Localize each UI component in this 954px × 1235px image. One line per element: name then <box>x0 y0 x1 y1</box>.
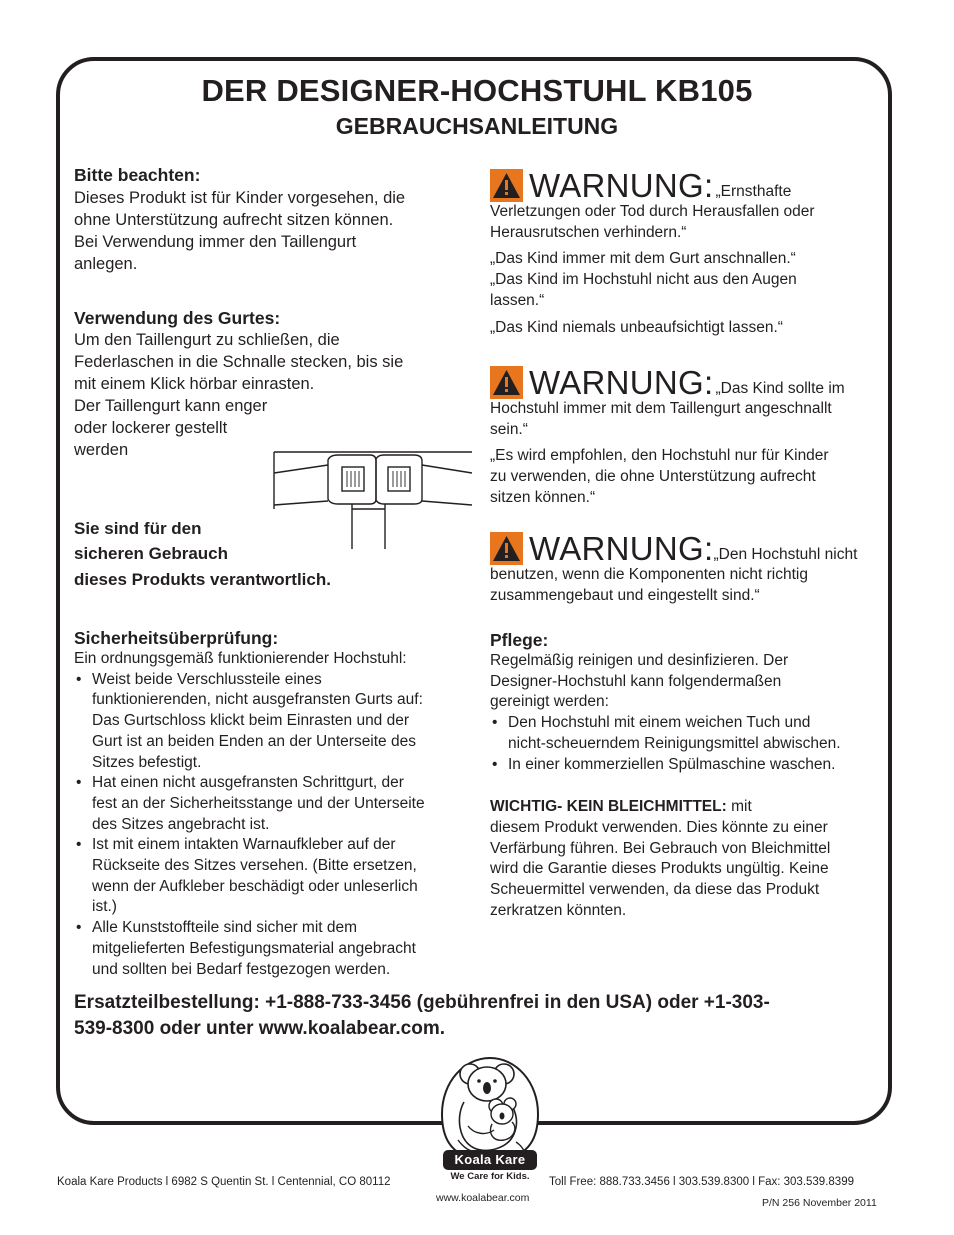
safety-section <box>74 628 474 980</box>
note-line: anlegen. <box>74 255 138 273</box>
care-line: Regelmäßig reinigen und desinfizieren. Der <box>490 652 789 669</box>
warning-text: „Das Kind sollte im <box>715 380 845 397</box>
bleach-label: WICHTIG- KEIN BLEICHMITTEL: <box>490 798 727 816</box>
order-line: Ersatzteilbestellung: +1-888-733-3456 (gebührenfrei in den USA) oder +1-303- <box>74 992 770 1013</box>
care-heading: Pflege: <box>490 630 549 650</box>
list-item-line: nicht-scheuerndem Reinigungsmittel abwischen. <box>508 734 841 752</box>
bleach-line: zerkratzen könnten. <box>490 901 627 919</box>
warning-word: WARNUNG: <box>529 364 714 401</box>
responsibility-line: sicheren Gebrauch <box>74 543 229 563</box>
belt-line: oder lockerer gestellt <box>74 419 228 437</box>
bleach-text: mit <box>726 798 752 816</box>
page-title: DER DESIGNER-HOCHSTUHL KB105 <box>201 73 753 108</box>
care-line: gereinigt werden: <box>490 693 609 711</box>
list-item <box>490 755 885 776</box>
safety-list <box>74 670 474 981</box>
care-list <box>490 713 885 775</box>
safety-heading: Sicherheitsüberprüfung: <box>74 628 279 648</box>
note-line: ohne Unterstützung aufrecht sitzen können. <box>74 211 394 229</box>
footer-contact: Toll Free: 888.733.3456 l 303.539.8300 l Fax: 303.539.8399 <box>549 1176 854 1188</box>
bleach-line: Verfärbung führen. Bei Gebrauch von Bleichmittel <box>490 839 831 857</box>
belt-line: werden <box>74 441 129 459</box>
list-item-line: Das Gurtschloss klickt beim Einrasten und der <box>92 712 410 730</box>
list-item <box>74 670 474 774</box>
warning-word: WARNUNG: <box>529 530 714 567</box>
bleach-warning <box>490 797 885 921</box>
belt-line: Federlaschen in die Schnalle stecken, bis sie <box>74 353 404 371</box>
warning-line: benutzen, wenn die Komponenten nicht richtig <box>490 566 808 583</box>
list-item <box>74 773 474 835</box>
warning-line: Verletzungen oder Tod durch Herausfallen oder <box>490 203 815 220</box>
responsibility-line: Sie sind für den <box>74 519 202 538</box>
warning-line: zu verwenden, die ohne Unterstützung aufrecht <box>490 468 816 486</box>
care-line: Designer-Hochstuhl kann folgendermaßen <box>490 672 782 690</box>
note-text <box>74 187 474 275</box>
logo-brand-name: Koala Kare <box>454 1152 526 1167</box>
list-item-line: Rückseite des Sitzes versehen. (Bitte ersetzen, <box>92 857 417 875</box>
warning-line: „Das Kind im Hochstuhl nicht aus den Augen <box>490 271 797 289</box>
care-intro <box>490 651 885 713</box>
list-item-line: mitgelieferten Befestigungsmaterial angebracht <box>92 939 416 957</box>
safety-intro: Ein ordnungsgemäß funktionierender Hochstuhl: <box>74 650 407 667</box>
note-line: Bei Verwendung immer den Taillengurt <box>74 233 357 251</box>
responsibility-note <box>74 517 494 593</box>
list-item-line: fest an der Sicherheitsstange und der Unterseite <box>92 794 425 812</box>
note-line: Dieses Produkt ist für Kinder vorgesehen, die <box>74 189 406 207</box>
list-item-line: • Weist beide Verschlussteile eines <box>92 670 322 688</box>
warning-icon <box>490 532 523 565</box>
warning-text: „Den Hochstuhl nicht <box>713 546 858 563</box>
warning-word: WARNUNG: <box>529 167 714 204</box>
list-item-line: wenn der Aufkleber beschädigt oder unleserlich <box>92 877 418 895</box>
belt-section <box>74 308 474 461</box>
page-subtitle: GEBRAUCHSANLEITUNG <box>335 113 619 139</box>
belt-line: Der Taillengurt kann enger <box>74 397 268 415</box>
list-item-line: • Ist mit einem intakten Warnaufkleber auf der <box>92 836 396 854</box>
warning-text <box>490 202 885 243</box>
belt-line: Um den Taillengurt zu schließen, die <box>74 331 340 349</box>
warning-block-1 <box>490 169 885 338</box>
warning-icon <box>490 169 523 202</box>
warning-line: sein.“ <box>490 420 528 438</box>
list-item-line: Gurt ist an beiden Enden an der Unterseite des <box>92 732 416 750</box>
care-section <box>490 630 885 921</box>
belt-heading: Verwendung des Gurtes: <box>74 308 281 328</box>
parts-order-info <box>74 990 874 1042</box>
warning-line: „Das Kind immer mit dem Gurt anschnallen.“ <box>490 250 796 268</box>
belt-line: mit einem Klick hörbar einrasten. <box>74 375 315 393</box>
warning-title-row <box>490 169 885 202</box>
warning-block-3 <box>490 532 885 606</box>
bleach-line: wird die Garantie dieses Produkts ungültig. Keine <box>490 860 829 878</box>
warning-icon <box>490 366 523 399</box>
warning-line: „Es wird empfohlen, den Hochstuhl nur für Kinder <box>490 447 829 465</box>
list-item <box>74 918 474 980</box>
warning-block-2 <box>490 366 885 509</box>
logo-tagline: We Care for Kids. <box>450 1171 530 1182</box>
bleach-first-line <box>490 797 885 818</box>
list-item-line: • In einer kommerziellen Spülmaschine waschen. <box>508 755 836 773</box>
koala-kare-logo <box>434 1056 546 1180</box>
warning-extra <box>490 318 885 339</box>
list-item-line: • Hat einen nicht ausgefransten Schrittgurt, der <box>92 774 404 792</box>
footer-website[interactable]: www.koalabear.com <box>436 1192 530 1204</box>
warning-extra <box>490 446 885 508</box>
order-line: 539-8300 oder unter www.koalabear.com. <box>74 1018 446 1039</box>
list-item-line: und sollten bei Bedarf festgezogen werden. <box>92 960 391 978</box>
warning-line: „Das Kind niemals unbeaufsichtigt lassen.“ <box>490 318 783 336</box>
list-item <box>74 835 474 918</box>
note-heading: Bitte beachten: <box>74 165 201 185</box>
warning-text <box>490 399 885 440</box>
warning-line: zusammengebaut und eingestellt sind.“ <box>490 586 760 604</box>
warning-text <box>490 565 885 606</box>
list-item <box>490 713 885 754</box>
note-section <box>74 165 474 275</box>
warning-extra <box>490 249 885 311</box>
belt-text <box>74 329 474 461</box>
responsibility-line: dieses Produkts verantwortlich. <box>74 570 331 589</box>
warning-line: lassen.“ <box>490 291 545 309</box>
warning-text: „Ernsthafte <box>715 183 792 200</box>
list-item-line: • Den Hochstuhl mit einem weichen Tuch und <box>508 714 811 732</box>
list-item-line: des Sitzes angebracht ist. <box>92 815 270 833</box>
warning-line: sitzen können.“ <box>490 488 596 506</box>
warning-line: Herausrutschen verhindern.“ <box>490 223 687 241</box>
bleach-line: diesem Produkt verwenden. Dies könnte zu einer <box>490 818 828 836</box>
part-number: P/N 256 November 2011 <box>762 1197 877 1209</box>
warning-title-row <box>490 532 885 565</box>
list-item-line: funktionierenden, nicht ausgefransten Gurts auf: <box>92 691 423 709</box>
list-item-line: ist.) <box>92 898 117 916</box>
warning-line: Hochstuhl immer mit dem Taillengurt angeschnallt <box>490 400 832 417</box>
bleach-line: Scheuermittel verwenden, da diese das Produkt <box>490 881 820 899</box>
list-item-line: Sitzes befestigt. <box>92 753 202 771</box>
warning-title-row <box>490 366 885 399</box>
list-item-line: • Alle Kunststoffteile sind sicher mit dem <box>92 919 358 937</box>
footer-address: Koala Kare Products l 6982 S Quentin St. l Centennial, CO 80112 <box>57 1176 391 1188</box>
